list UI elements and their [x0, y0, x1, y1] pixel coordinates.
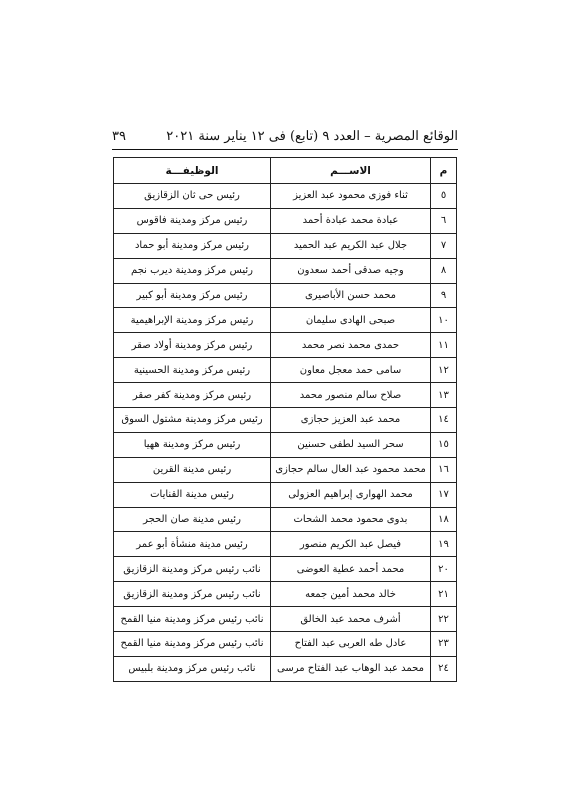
job-title-cell: نائب رئيس مركز ومدينة الزقازيق [114, 557, 271, 582]
job-title-cell: نائب رئيس مركز ومدينة منيا القمح [114, 607, 271, 632]
table-row [114, 358, 457, 383]
table-row [114, 308, 457, 333]
table-row [114, 607, 457, 632]
name-cell: خالد محمد أمين جمعه [271, 582, 431, 607]
row-number-cell: ١٧ [431, 482, 457, 507]
job-title-cell: رئيس مدينة القنايات [114, 482, 271, 507]
row-number-cell: ٩ [431, 283, 457, 308]
name-cell: صلاح سالم منصور محمد [271, 383, 431, 408]
table-row [114, 582, 457, 607]
table-row [114, 432, 457, 457]
name-cell: ثناء فوزى محمود عبد العزيز [271, 184, 431, 209]
job-title-cell: رئيس مدينة القرين [114, 457, 271, 482]
table-row [114, 532, 457, 557]
row-number-cell: ٢٤ [431, 656, 457, 681]
row-number-cell: ٢١ [431, 582, 457, 607]
job-title-cell: رئيس مركز ومدينة فاقوس [114, 208, 271, 233]
name-cell: جلال عبد الكريم عبد الحميد [271, 233, 431, 258]
column-header-name: الاســـم [271, 158, 431, 184]
table-row [114, 507, 457, 532]
job-title-cell: نائب رئيس مركز ومدينة الزقازيق [114, 582, 271, 607]
table-row [114, 482, 457, 507]
table-row [114, 283, 457, 308]
job-title-cell: رئيس مركز ومدينة كفر صقر [114, 383, 271, 408]
name-cell: أشرف محمد عبد الخالق [271, 607, 431, 632]
row-number-cell: ٦ [431, 208, 457, 233]
page-header [112, 125, 458, 149]
job-title-cell: رئيس مركز ومدينة الإبراهيمية [114, 308, 271, 333]
row-number-cell: ٢٣ [431, 632, 457, 657]
name-cell: محمد محمود عبد العال سالم حجازى [271, 457, 431, 482]
table-row [114, 208, 457, 233]
table-header-row [114, 158, 457, 184]
table-row [114, 457, 457, 482]
table-row [114, 632, 457, 657]
officials-table-wrap [113, 157, 456, 675]
column-header-num: م [431, 158, 457, 184]
job-title-cell: رئيس مركز ومدينة الحسينية [114, 358, 271, 383]
table-row [114, 184, 457, 209]
job-title-cell: رئيس مركز ومدينة أبو كبير [114, 283, 271, 308]
table-row [114, 333, 457, 358]
header-rule [112, 149, 458, 150]
name-cell: بدوى محمود محمد الشحات [271, 507, 431, 532]
job-title-cell: نائب رئيس مركز ومدينة منيا القمح [114, 632, 271, 657]
job-title-cell: رئيس مركز ومدينة ههيا [114, 432, 271, 457]
name-cell: صبحى الهادى سليمان [271, 308, 431, 333]
job-title-cell: رئيس حى ثان الزقازيق [114, 184, 271, 209]
name-cell: محمد أحمد عطية العوضى [271, 557, 431, 582]
job-title-cell: رئيس مركز ومدينة ديرب نجم [114, 258, 271, 283]
table-row [114, 383, 457, 408]
name-cell: سامى حمد معجل معاون [271, 358, 431, 383]
name-cell: فيصل عبد الكريم منصور [271, 532, 431, 557]
row-number-cell: ١٥ [431, 432, 457, 457]
row-number-cell: ١٠ [431, 308, 457, 333]
row-number-cell: ٢٠ [431, 557, 457, 582]
name-cell: سحر السيد لطفى حسنين [271, 432, 431, 457]
table-row [114, 557, 457, 582]
name-cell: عادل طه العربى عبد الفتاح [271, 632, 431, 657]
row-number-cell: ١٤ [431, 408, 457, 433]
row-number-cell: ١٣ [431, 383, 457, 408]
job-title-cell: رئيس مركز ومدينة أولاد صقر [114, 333, 271, 358]
table-row [114, 258, 457, 283]
row-number-cell: ١٢ [431, 358, 457, 383]
row-number-cell: ٥ [431, 184, 457, 209]
row-number-cell: ٢٢ [431, 607, 457, 632]
job-title-cell: نائب رئيس مركز ومدينة بلبيس [114, 656, 271, 681]
row-number-cell: ١٦ [431, 457, 457, 482]
name-cell: محمد حسن الأباصيرى [271, 283, 431, 308]
row-number-cell: ١٨ [431, 507, 457, 532]
name-cell: عبادة محمد عبادة أحمد [271, 208, 431, 233]
job-title-cell: رئيس مركز ومدينة أبو حماد [114, 233, 271, 258]
row-number-cell: ١١ [431, 333, 457, 358]
table-row [114, 408, 457, 433]
name-cell: حمدى محمد نصر محمد [271, 333, 431, 358]
name-cell: محمد عبد الوهاب عبد الفتاح مرسى [271, 656, 431, 681]
job-title-cell: رئيس مدينة منشأة أبو عمر [114, 532, 271, 557]
name-cell: محمد عبد العزيز حجازى [271, 408, 431, 433]
page-number: ٣٩ [112, 129, 126, 144]
row-number-cell: ١٩ [431, 532, 457, 557]
name-cell: وجيه صدقى أحمد سعدون [271, 258, 431, 283]
gazette-title: الوقائع المصرية – العدد ٩ (تابع) فى ١٢ يناير سنة ٢٠٢١ [166, 129, 458, 144]
table-row [114, 656, 457, 681]
row-number-cell: ٨ [431, 258, 457, 283]
job-title-cell: رئيس مدينة صان الحجر [114, 507, 271, 532]
table-row [114, 233, 457, 258]
name-cell: محمد الهوارى إبراهيم العزولى [271, 482, 431, 507]
job-title-cell: رئيس مركز ومدينة مشتول السوق [114, 408, 271, 433]
column-header-job: الوظيفـــة [114, 158, 271, 184]
officials-table [113, 157, 457, 682]
row-number-cell: ٧ [431, 233, 457, 258]
